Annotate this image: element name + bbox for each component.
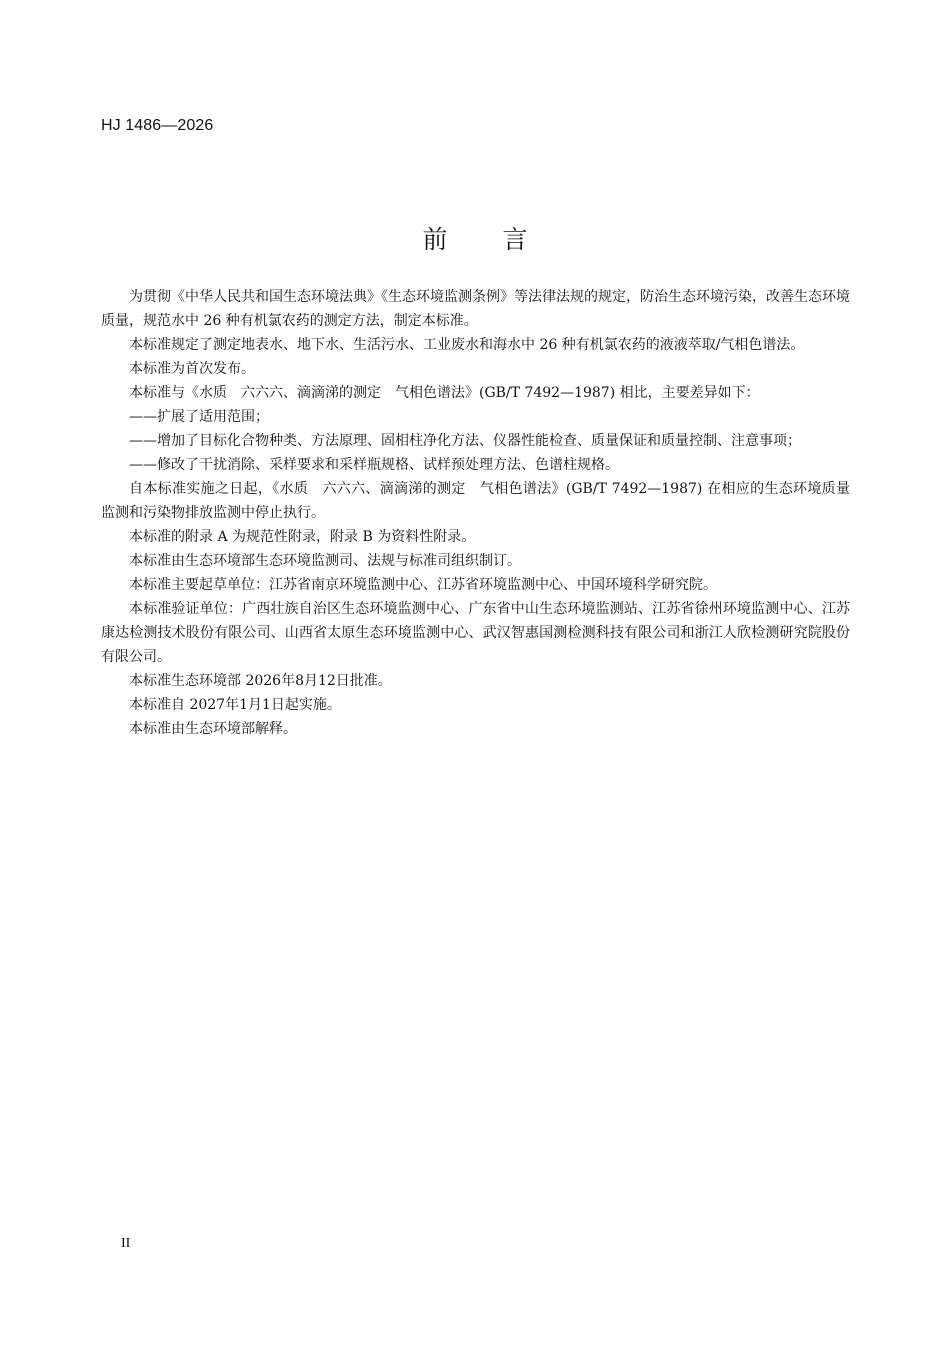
standard-code: HJ 1486—2026: [101, 117, 214, 134]
paragraph-appendices: 本标准的附录 A 为规范性附录，附录 B 为资料性附录。: [129, 529, 476, 545]
paragraph-drafting-units: 本标准主要起草单位：江苏省南京环境监测中心、江苏省环境监测中心、中国环境科学研究院。: [129, 577, 717, 593]
paragraph-effective-date: 本标准自 2027年1月1日起实施。: [129, 697, 341, 713]
paragraph-organizer: 本标准由生态环境部生态环境监测司、法规与标准司组织制订。: [129, 553, 521, 569]
paragraph-verification-units: 本标准验证单位：广西壮族自治区生态环境监测中心、广东省中山生态环境监测站、江苏省徐州环境监测中心、江苏康达检测技术股份有限公司、山西省太原生态环境监测中心、武汉智惠国测检测科技有限公司和浙江人欣检测研究院股份有限公司。: [101, 601, 850, 665]
paragraph-difference-modifications: ——修改了干扰消除、采样要求和采样瓶规格、试样预处理方法、色谱柱规格。: [129, 457, 619, 473]
page-number: II: [121, 1236, 131, 1251]
paragraph-comparison: 本标准与《水质 六六六、滴滴涕的测定 气相色谱法》(GB/T 7492—1987) 相比，主要差异如下：: [129, 385, 760, 401]
paragraph-difference-scope: ——扩展了适用范围；: [129, 409, 269, 425]
paragraph-replacement: 自本标准实施之日起，《水质 六六六、滴滴涕的测定 气相色谱法》(GB/T 7492—1987) 在相应的生态环境质量监测和污染物排放监测中停止执行。: [101, 481, 850, 521]
paragraph-first-release: 本标准为首次发布。: [129, 361, 255, 377]
page-title: 前言: [422, 224, 583, 254]
foreword-body: [101, 285, 850, 741]
paragraph-difference-additions: ——增加了目标化合物种类、方法原理、固相柱净化方法、仪器性能检查、质量保证和质量控制、注意事项；: [129, 433, 801, 449]
paragraph-scope: 本标准规定了测定地表水、地下水、生活污水、工业废水和海水中 26 种有机氯农药的液液萃取/气相色谱法。: [129, 337, 805, 353]
paragraph-purpose: 为贯彻《中华人民共和国生态环境法典》《生态环境监测条例》等法律法规的规定，防治生态环境污染，改善生态环境质量，规范水中 26 种有机氯农药的测定方法，制定本标准。: [101, 289, 850, 329]
paragraph-interpretation: 本标准由生态环境部解释。: [129, 721, 297, 737]
paragraph-approval-date: 本标准生态环境部 2026年8月12日批准。: [129, 673, 392, 689]
